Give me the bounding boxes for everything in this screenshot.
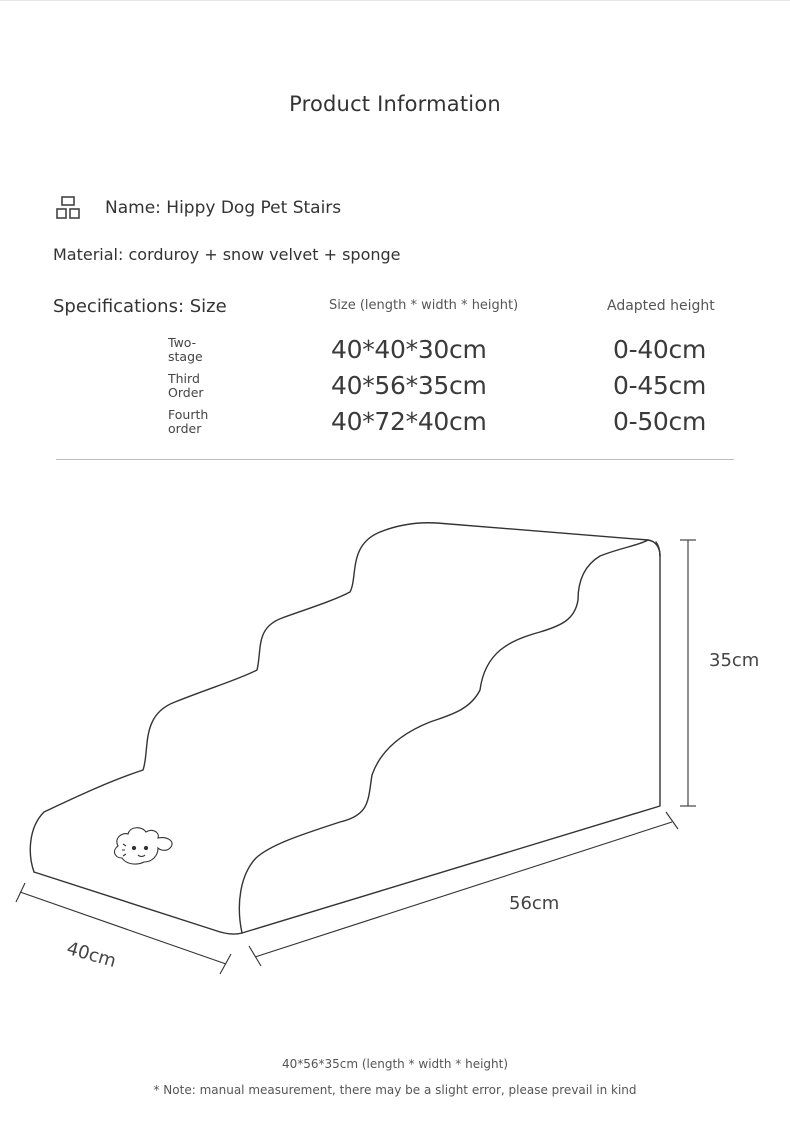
pet-stairs-illustration xyxy=(0,500,790,1000)
top-border xyxy=(0,0,790,1)
row-label-third-order xyxy=(168,372,228,400)
height-dimension-label: 35cm xyxy=(709,650,760,671)
row-size-value: 40*72*40cm xyxy=(331,407,487,436)
row-label-line: Third xyxy=(168,371,200,386)
material-text: Material: corduroy + snow velvet + sponge xyxy=(53,245,401,264)
dog-face-icon xyxy=(115,828,173,864)
dimensions-caption: 40*56*35cm (length * width * height) xyxy=(281,1057,509,1071)
product-grid-icon xyxy=(55,195,81,221)
product-name: Name: Hippy Dog Pet Stairs xyxy=(105,198,342,218)
stairs-top-ridge xyxy=(239,540,648,933)
stairs-front-face xyxy=(30,523,660,872)
row-size-value: 40*56*35cm xyxy=(331,371,487,400)
length-dimension-label: 56cm xyxy=(509,893,560,914)
measurement-note: * Note: manual measurement, there may be a slight error, please prevail in kind xyxy=(153,1083,637,1097)
row-adapted-value: 0-50cm xyxy=(613,407,707,436)
row-label-two-stage xyxy=(168,336,228,364)
row-label-line: Two- xyxy=(168,335,197,350)
width-dimension-line xyxy=(20,892,226,964)
section-divider xyxy=(56,459,734,460)
row-label-line: order xyxy=(168,421,202,436)
stairs-bottom-front-edge xyxy=(34,872,242,934)
page-title: Product Information xyxy=(289,92,501,116)
row-label-line: Order xyxy=(168,385,204,400)
length-dimension-line xyxy=(255,822,672,957)
row-label-line: stage xyxy=(168,349,203,364)
specifications-title: Specifications: Size xyxy=(53,296,227,317)
row-label-line: Fourth xyxy=(168,407,209,422)
adapted-height-column-header: Adapted height xyxy=(607,298,715,314)
row-adapted-value: 0-40cm xyxy=(613,335,707,364)
width-dimension-label: 40cm xyxy=(64,938,119,973)
product-name-row xyxy=(55,195,341,221)
row-adapted-value: 0-45cm xyxy=(613,371,707,400)
row-label-fourth-order xyxy=(168,408,228,436)
size-column-header: Size (length * width * height) xyxy=(329,298,519,313)
stairs-back-edge xyxy=(242,556,660,933)
row-size-value: 40*40*30cm xyxy=(331,335,487,364)
